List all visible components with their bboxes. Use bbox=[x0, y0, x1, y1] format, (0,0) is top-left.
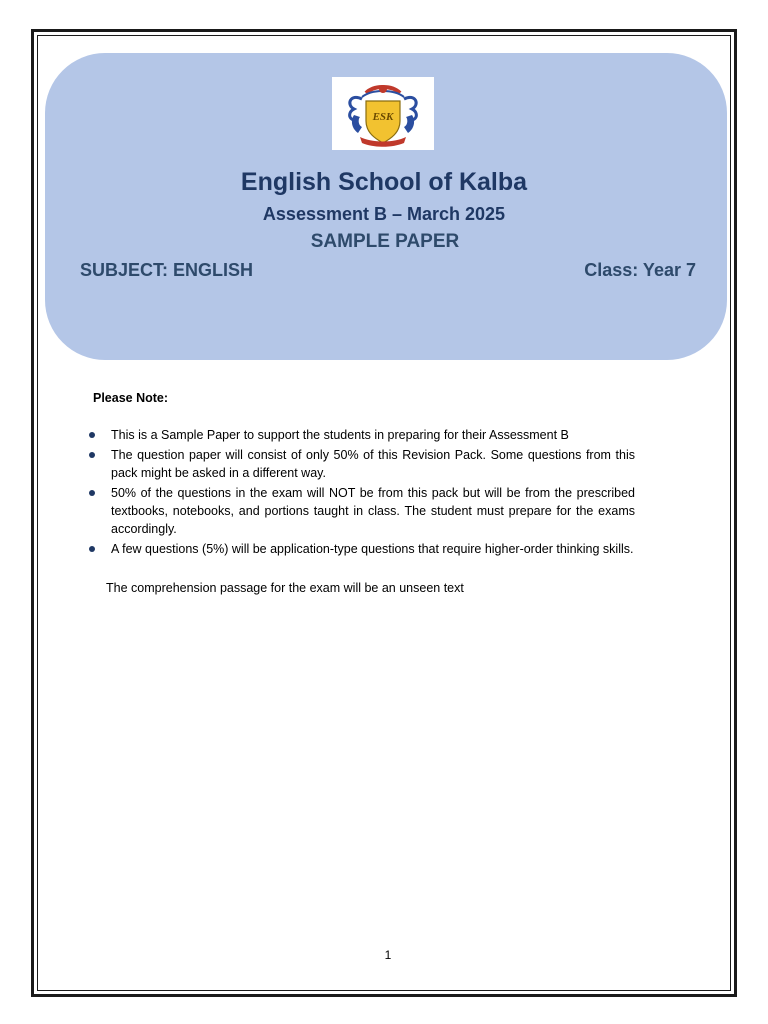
class-label: Class: Year 7 bbox=[584, 260, 696, 280]
subject-label: SUBJECT: ENGLISH bbox=[80, 260, 254, 280]
school-logo bbox=[332, 77, 434, 150]
school-name: English School of Kalba bbox=[240, 168, 528, 196]
notes-list bbox=[85, 426, 635, 560]
logo-lettering: ESK bbox=[372, 111, 394, 123]
note-heading: Please Note: bbox=[93, 391, 169, 405]
list-item: 50% of the questions in the exam will NOT be from this pack but will be from the prescribed textbooks, notebooks, and portions taught in class. The student must prepare for the exams accordingly. bbox=[85, 484, 635, 538]
page-number: 1 bbox=[384, 948, 392, 962]
assessment-title: Assessment B – March 2025 bbox=[262, 204, 506, 224]
closing-note: The comprehension passage for the exam will be an unseen text bbox=[106, 581, 464, 595]
paper-type: SAMPLE PAPER bbox=[310, 231, 460, 252]
list-item: This is a Sample Paper to support the students in preparing for their Assessment B bbox=[85, 426, 635, 444]
list-item: A few questions (5%) will be application-type questions that require higher-order thinking skills. bbox=[85, 540, 635, 558]
list-item: The question paper will consist of only 50% of this Revision Pack. Some questions from this pack might be asked in a different way. bbox=[85, 446, 635, 482]
